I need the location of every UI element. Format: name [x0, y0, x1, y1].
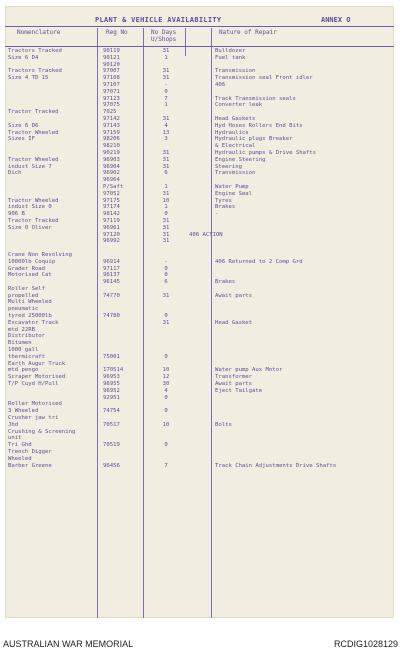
days-cell: 7 [164, 462, 168, 469]
reg-no-cell: 92951 [103, 394, 120, 401]
equipment-cell: Size 6 D4 [8, 54, 39, 61]
reg-no-cell: 97117 [103, 265, 120, 272]
reg-no-cell: 74754 [103, 408, 120, 415]
days-cell: 12 [162, 374, 170, 381]
table-row [5, 116, 394, 123]
reg-no-cell: 97123 [103, 95, 120, 102]
reg-no-cell: 170514 [103, 367, 124, 374]
days-cell: - [164, 258, 168, 265]
equipment-cell: Distributor [8, 333, 46, 340]
table-row [5, 75, 394, 82]
reg-no-cell: 90121 [103, 54, 120, 61]
reg-no-cell: 98206 [103, 136, 120, 143]
days-cell: 13 [162, 129, 170, 136]
days-cell: 6 [164, 170, 168, 177]
days-cell: 0 [164, 272, 168, 279]
equipment-cell: propelled [8, 292, 39, 299]
equipment-cell: Trench Digger [8, 449, 52, 456]
equipment-cell: Jhd [8, 421, 19, 428]
days-cell: 31 [162, 217, 170, 224]
table-row [5, 306, 394, 313]
days-cell: 10 [162, 421, 170, 428]
equipment-cell: thermicraft [8, 353, 46, 360]
days-cell: 31 [162, 68, 170, 75]
table-row [5, 347, 394, 354]
header-equipment: Nomenclature [17, 29, 61, 36]
table-row [5, 408, 394, 415]
days-cell: 31 [162, 292, 170, 299]
table-row [5, 388, 394, 395]
reg-no-cell: 96903 [103, 156, 120, 163]
table-row [5, 429, 394, 436]
nature-cell: Water Pump [215, 183, 249, 190]
table-row [5, 422, 394, 429]
nature-cell: Brakes [215, 279, 236, 286]
table-row [5, 48, 394, 55]
reg-no-cell: 96904 [103, 163, 120, 170]
equipment-cell: pneumatic [8, 306, 39, 313]
days-cell: 31 [162, 238, 170, 245]
equipment-cell: Grader Road [8, 265, 46, 272]
days-cell: 31 [162, 190, 170, 197]
nature-cell: Tyres [215, 197, 232, 204]
document-page [5, 6, 394, 618]
nature-cell: Eject Tailgate [215, 387, 263, 394]
days-cell: 31 [162, 149, 170, 156]
days-cell: 10 [162, 197, 170, 204]
reg-no-cell: 97143 [103, 122, 120, 129]
nature-cell: Head Gaskets [215, 115, 256, 122]
table-row [5, 333, 394, 340]
nature-cell: Hydraulics [215, 129, 249, 136]
equipment-cell: Multi Wheeled [8, 299, 52, 306]
table-row [5, 272, 394, 279]
equipment-cell: indust Size 7 [8, 163, 52, 170]
equipment-cell: Excavator Track [8, 319, 59, 326]
days-cell: 31 [162, 163, 170, 170]
reg-no-cell: 96961 [103, 224, 120, 231]
equipment-cell: Tractor Wheeled [8, 156, 59, 163]
reg-no-cell: 98210 [103, 143, 120, 150]
table-row [5, 238, 394, 245]
nature-cell: Transformer [215, 374, 253, 381]
equipment-cell: Wheeled [8, 455, 32, 462]
nature-cell: Hydraulic plugs Breaker [215, 136, 293, 143]
days-cell: 31 [162, 156, 170, 163]
equipment-cell: Tri Ghd [8, 442, 32, 449]
equipment-cell: Bitumen [8, 340, 32, 347]
reg-no-cell: 90119 [103, 48, 120, 54]
table-row [5, 225, 394, 232]
table-row [5, 150, 394, 157]
days-cell: 0 [164, 442, 168, 449]
equipment-cell: 1000 gall [8, 347, 39, 354]
table-row [5, 143, 394, 150]
equipment-cell: Barber Greene [8, 462, 52, 469]
nature-cell: 406 [215, 81, 226, 88]
reg-no-cell: 7025 [103, 109, 117, 116]
days-cell: 0 [164, 88, 168, 95]
table-row [5, 374, 394, 381]
reg-no-cell: 90120 [103, 61, 120, 68]
reg-no-cell: 97159 [103, 129, 120, 136]
table-row [5, 96, 394, 103]
days-cell: 30 [162, 381, 170, 388]
reg-no-cell: 74780 [103, 313, 120, 320]
nature-cell: Track Transmission seals [215, 95, 296, 102]
reg-no-cell: 90219 [103, 149, 120, 156]
equipment-cell: Crusher jaw tri [8, 415, 59, 422]
nature-cell: Hyd Hoses Rollers End Bits [215, 122, 303, 129]
days-cell: 0 [164, 353, 168, 360]
table-row [5, 232, 394, 239]
days-cell: 31 [162, 48, 170, 54]
reg-no-cell: 97175 [103, 197, 120, 204]
reg-no-cell: 96955 [103, 381, 120, 388]
days-cell: 4 [164, 122, 168, 129]
reg-no-cell: 96992 [103, 238, 120, 245]
table-row [5, 327, 394, 334]
table-row [5, 123, 394, 130]
equipment-cell: unit [8, 435, 22, 442]
table-row [5, 170, 394, 177]
nature-cell: Steering [215, 163, 242, 170]
table-row [5, 204, 394, 211]
table-row [5, 218, 394, 225]
table-row [5, 252, 394, 259]
table-row [5, 456, 394, 463]
days-cell: 0 [164, 211, 168, 218]
table-row [5, 259, 394, 266]
reg-no-cell: P/Saft [103, 183, 124, 190]
table-row [5, 395, 394, 402]
availability-table [5, 48, 394, 469]
equipment-cell: Earth Augur Truck [8, 360, 66, 367]
table-row [5, 415, 394, 422]
reg-no-cell: 70519 [103, 442, 120, 449]
nature-cell: Track Chain Adjustments Drive Shafts [215, 462, 337, 469]
table-row [5, 211, 394, 218]
nature-cell: & Electrical [215, 143, 256, 150]
nature-cell: 406 Returned to 2 Comp Grd [215, 258, 303, 265]
footer-source: AUSTRALIAN WAR MEMORIAL [3, 639, 134, 649]
days-cell: 31 [162, 224, 170, 231]
reg-no-cell: 97108 [103, 75, 120, 82]
reg-no-cell: 97007 [103, 68, 120, 75]
table-row [5, 109, 394, 116]
days-cell: 7 [164, 95, 168, 102]
table-row [5, 245, 394, 252]
footer-id: RCDIG1028129 [333, 639, 398, 649]
document-title: PLANT & VEHICLE AVAILABILITY [95, 16, 222, 24]
days-cell: 3 [164, 136, 168, 143]
reg-no-cell: 98142 [103, 211, 120, 218]
equipment-cell: Size 0 Oliver [8, 224, 52, 231]
days-cell: 1 [164, 183, 168, 190]
header-reg-no: Reg No [106, 29, 128, 36]
equipment-cell: 3 Wheeled [8, 408, 39, 415]
nature-cell: Engine Steering [215, 156, 266, 163]
nature-cell: Bolts [215, 421, 232, 428]
table-row [5, 361, 394, 368]
days-cell: 0 [164, 265, 168, 272]
reg-no-cell: 97052 [103, 190, 120, 197]
nature-cell: - [215, 211, 219, 218]
equipment-cell: Scraper Motorised [8, 374, 66, 381]
table-row [5, 313, 394, 320]
table-row [5, 320, 394, 327]
nature-cell: Await parts [215, 292, 253, 299]
days-cell: 31 [162, 115, 170, 122]
equipment-cell: Dich [8, 170, 22, 177]
table-row [5, 299, 394, 306]
table-row [5, 293, 394, 300]
nature-cell: Transmission [215, 170, 256, 177]
table-row [5, 68, 394, 75]
reg-no-cell: 97075 [103, 102, 120, 109]
table-row [5, 340, 394, 347]
title-rule [5, 26, 394, 27]
table-row [5, 266, 394, 273]
equipment-cell: Tractors Tracked [8, 68, 62, 75]
days-cell: 0 [164, 408, 168, 415]
equipment-cell: Crane Non Revolving [8, 251, 72, 258]
equipment-cell: Tractor Tracked [8, 217, 59, 224]
equipment-cell: tyred 25000lb [8, 313, 52, 320]
nature-cell: Engine Seal [215, 190, 253, 197]
equipment-cell: mtd pengo [8, 367, 39, 374]
nature-cell: Water pump Aux Motor [215, 367, 283, 374]
table-row [5, 442, 394, 449]
header-days: No Days [151, 29, 177, 36]
table-row [5, 279, 394, 286]
table-row [5, 463, 394, 470]
days-cell: 6 [164, 279, 168, 286]
table-row [5, 177, 394, 184]
reg-no-cell: 97120 [103, 231, 120, 238]
nature-cell: Bulldozer [215, 48, 246, 54]
nature-cell: Converter leak [215, 102, 263, 109]
reg-no-cell: 97119 [103, 217, 120, 224]
days-cell: 31 [162, 319, 170, 326]
table-row [5, 102, 394, 109]
equipment-cell: Crushing & Screening [8, 428, 76, 435]
equipment-cell: Roller Motorised [8, 401, 62, 408]
nature-cell: Hydraulic pumps & Drive Shafts [215, 149, 317, 156]
nature-cell: Fuel tank [215, 54, 246, 61]
table-row [5, 82, 394, 89]
table-row [5, 198, 394, 205]
reg-no-cell: 96952 [103, 387, 120, 394]
days-cell: 0 [164, 313, 168, 320]
equipment-cell: Tractor Wheeled [8, 197, 59, 204]
reg-no-cell: 96456 [103, 462, 120, 469]
equipment-cell: Sizes IF [8, 136, 35, 143]
nature-cell: Await parts [215, 381, 253, 388]
days-cell: 10 [162, 367, 170, 374]
table-row [5, 435, 394, 442]
equipment-cell: Tractors Tracked [8, 48, 62, 54]
equipment-cell: 10000lb Coquip [8, 258, 56, 265]
table-row [5, 55, 394, 62]
days-cell: 1 [164, 204, 168, 211]
table-row [5, 381, 394, 388]
nature-cell: Transmission [215, 68, 256, 75]
nature-cell: Head Gasket [215, 319, 253, 326]
table-row [5, 89, 394, 96]
table-row [5, 62, 394, 69]
table-row [5, 184, 394, 191]
equipment-cell: Motorised Cat [8, 272, 52, 279]
equipment-cell: Roller Self [8, 285, 46, 292]
table-row [5, 136, 394, 143]
table-row [5, 130, 394, 137]
days-cell: 1 [164, 102, 168, 109]
action-note-cell: 406 ACTION [189, 231, 223, 238]
table-row [5, 449, 394, 456]
header-nature: Nature of Repair [219, 29, 277, 36]
table-row [5, 191, 394, 198]
equipment-cell: Size 4 TD 15 [8, 75, 49, 82]
reg-no-cell: 96145 [103, 279, 120, 286]
reg-no-cell: 96953 [103, 374, 120, 381]
annex-label: ANNEX O [321, 16, 351, 24]
equipment-cell: Tractor Wheeled [8, 129, 59, 136]
days-cell: - [164, 81, 168, 88]
days-cell: 31 [162, 75, 170, 82]
table-row [5, 367, 394, 374]
equipment-cell: T/P Cuyd H/Pull [8, 381, 59, 388]
nature-cell: Transmission seal Front idler [215, 75, 313, 82]
reg-no-cell: 97071 [103, 88, 120, 95]
equipment-cell: Size 6 D6 [8, 122, 39, 129]
table-row [5, 286, 394, 293]
days-cell: 4 [164, 387, 168, 394]
header-days-sub: U/Shops [151, 36, 177, 43]
header-rule [5, 46, 394, 47]
reg-no-cell: 96964 [103, 177, 120, 184]
days-cell: 1 [164, 54, 168, 61]
reg-no-cell: 97142 [103, 115, 120, 122]
equipment-cell: mtd 22RB [8, 326, 35, 333]
table-row [5, 164, 394, 171]
reg-no-cell: 96914 [103, 258, 120, 265]
reg-no-cell: 74770 [103, 292, 120, 299]
table-row [5, 401, 394, 408]
reg-no-cell: 70517 [103, 421, 120, 428]
days-cell: 31 [162, 231, 170, 238]
days-cell: 0 [164, 394, 168, 401]
equipment-cell: 906 B [8, 211, 25, 218]
reg-no-cell: 96902 [103, 170, 120, 177]
nature-cell: Brakes [215, 204, 236, 211]
table-row [5, 354, 394, 361]
reg-no-cell: 96137 [103, 272, 120, 279]
equipment-cell: Tractor Tracked [8, 109, 59, 116]
equipment-cell: indust Size 0 [8, 204, 52, 211]
table-row [5, 157, 394, 164]
reg-no-cell: 97174 [103, 204, 120, 211]
reg-no-cell: 75001 [103, 353, 120, 360]
reg-no-cell: 97107 [103, 81, 120, 88]
